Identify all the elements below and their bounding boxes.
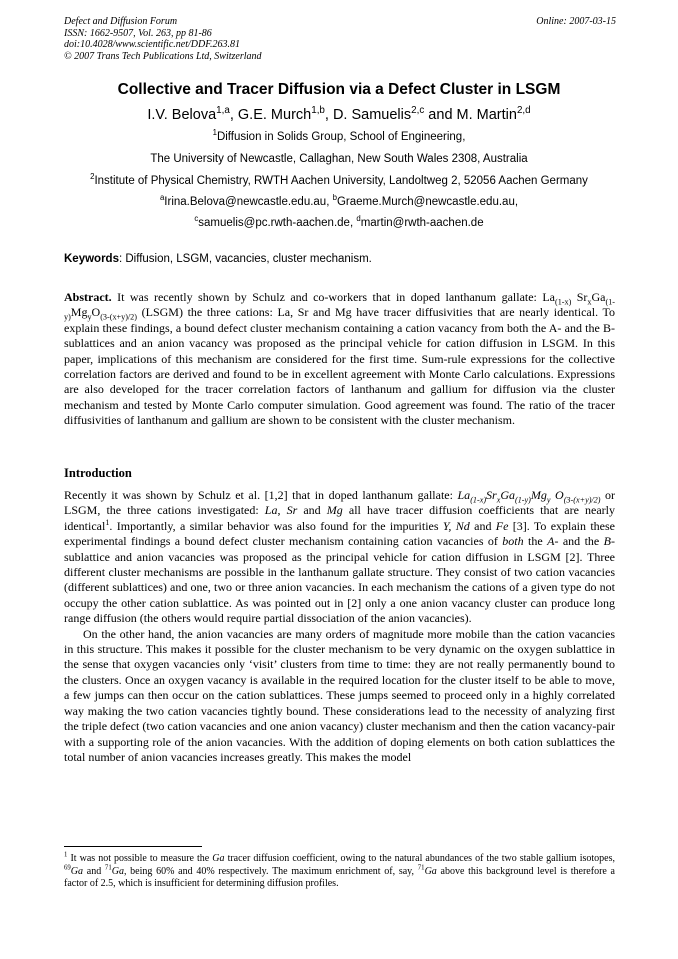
abstract-text: It was recently shown by Schulz and co-workers that in doped lanthanum gallate: La xyxy=(111,290,555,304)
keywords-text: : Diffusion, LSGM, vacancies, cluster mechanism. xyxy=(118,253,372,265)
keywords-label: Keywords xyxy=(64,253,119,265)
subscript: (3-(x+y)/2) xyxy=(100,312,137,322)
email-line-1 xyxy=(0,193,678,208)
affil-mark: 1 xyxy=(212,128,217,138)
formula-part: Ga xyxy=(591,290,606,304)
author-name: , G.E. Murch xyxy=(229,107,312,123)
formula-part: O xyxy=(555,488,564,502)
abstract xyxy=(64,290,615,429)
affil-text: Institute of Physical Chemistry, RWTH Aachen University, Landoltweg 2, 52056 Aachen Germany xyxy=(94,175,588,187)
email-mark: a xyxy=(159,193,165,203)
isotope-number: 71 xyxy=(417,864,425,872)
footnote-text: and xyxy=(83,865,105,877)
footnote-text: above this background level is therefore a factor of 2.5, which is insufficient for determining diffusion profiles. xyxy=(64,865,615,889)
email-mark: b xyxy=(332,193,337,203)
author-affil-mark: 2,d xyxy=(516,105,531,117)
footnote-ref: 1 xyxy=(105,517,110,527)
subscript: (1-y) xyxy=(515,495,531,505)
author-affil-mark: 1,a xyxy=(216,105,230,117)
footnote-mark: 1 xyxy=(64,851,68,859)
element-name: Sr xyxy=(286,503,298,518)
affiliation-2 xyxy=(0,172,678,187)
footnote-text: It was not possible to measure the xyxy=(67,853,213,864)
journal-name: Defect and Diffusion Forum xyxy=(64,16,178,27)
element-name: Ga xyxy=(111,865,124,877)
element-name: Ga xyxy=(212,853,225,864)
formula-part: O xyxy=(91,305,101,320)
email-line-2 xyxy=(0,214,678,229)
email-address: samuelis@pc.rwth-aachen.de, xyxy=(198,217,357,229)
element-name: Ga xyxy=(70,865,84,877)
subscript: y xyxy=(546,495,551,505)
body-text: . Importantly, a similar behavior was also found for the impurities xyxy=(109,518,443,533)
body-text: or LSGM, the three cations investigated: xyxy=(64,488,616,518)
body-text: and xyxy=(469,518,496,533)
paper-title: Collective and Tracer Diffusion via a Defect Cluster in LSGM xyxy=(117,81,561,98)
subscript: (3-(x+y)/2) xyxy=(563,495,601,505)
introduction-body xyxy=(64,488,615,765)
subscript: (1-y) xyxy=(64,297,615,322)
element-name: Fe xyxy=(495,518,509,533)
formula-part: Mg xyxy=(530,488,547,502)
author-name: , D. Samuelis xyxy=(324,107,412,123)
subscript: x xyxy=(496,495,501,505)
email-address: Irina.Belova@newcastle.edu.au, xyxy=(164,196,333,208)
emphasis: A- xyxy=(547,534,559,549)
footnote-divider xyxy=(64,846,202,847)
footnote xyxy=(64,853,615,891)
email-address: martin@rwth-aachen.de xyxy=(360,217,484,229)
journal-doi: doi:10.4028/www.scientific.net/DDF.263.81 xyxy=(64,39,241,50)
element-name: Ga xyxy=(424,865,437,877)
body-text: and xyxy=(297,503,327,518)
subscript: (1-x) xyxy=(470,495,487,505)
body-text: [3]. To explain these experimental findings a bound defect cluster mechanism containing cation vacancies of xyxy=(64,518,616,549)
body-text: and the xyxy=(558,534,604,549)
isotope-number: 69 xyxy=(64,864,71,872)
author-name: I.V. Belova xyxy=(147,107,217,123)
subscript: (1-x) xyxy=(554,297,572,307)
footnote-text: , being 60% and 40% respectively. The maximum enrichment of, say, xyxy=(123,865,418,877)
body-text: Recently it was shown by Schulz et al. [1,2] that in doped lanthanum gallate: xyxy=(64,488,458,502)
element-name: Y, Nd xyxy=(442,518,470,533)
element-name: La xyxy=(264,503,278,518)
subscript: y xyxy=(87,312,92,322)
section-heading: Introduction xyxy=(64,466,132,480)
author-list xyxy=(0,107,678,123)
affiliation-1-address: The University of Newcastle, Callaghan, New South Wales 2308, Australia xyxy=(150,153,528,165)
author-affil-mark: 2,c xyxy=(411,105,425,117)
body-text: the xyxy=(523,534,548,549)
online-date: Online: 2007-03-15 xyxy=(536,16,616,27)
formula-part: Sr xyxy=(576,290,588,304)
body-text: all have tracer diffusion coefficients that are nearly identical xyxy=(64,503,616,533)
affiliation-1 xyxy=(0,128,678,143)
subscript: x xyxy=(587,297,592,307)
formula-part: Ga xyxy=(500,488,516,502)
affil-mark: 2 xyxy=(90,172,95,182)
formula-part: Sr xyxy=(486,488,497,502)
footnote-text: tracer diffusion coefficient, owing to the natural abundances of the two stable gallium isotopes, xyxy=(224,853,616,864)
abstract-text: (LSGM) the three cations: La, Sr and Mg have tracer diffusivities that are nearly identical. To explain these findings, a bound defect cluster mechanism containing a cation vacancy from both the A- and the B- sublattices and an anion vacancy was proposed as the principal vehicle for cation diffusion in LSGM. In this paper, implications of this mechanism are considered for the first time. Sum-rule expressions for the collective correlation factors are derived and found to be in excellent agreement with Monte Carlo calculations. Expressions are also developed for the tracer correlation factors of lanthanum and gallium for diffusion via the cluster mechanism and tested by Monte Carlo computer simulation. Good agreement was found. The ratio of the tracer diffusivities of lanthanum and gallium are shown to be consistent with the cluster mechanism. xyxy=(64,305,615,428)
body-text: sublattice and anion vacancies was proposed as the principal vehicle for cation diffusion in LSGM [2]. Three different cluster mechanisms are possible in the lanthanum gallate structure. They consist of two cation vacancies (different sublattices) and one, two or three anion vacancies. In each mechanism the cations of a given type do not occupy the other cation sublattice. As was pointed out in [2] only a one anion vacancy cluster can produce long range diffusion (the others would require partial dissociation of the anion vacancies). xyxy=(64,549,615,626)
email-address: Graeme.Murch@newcastle.edu.au, xyxy=(336,196,519,208)
formula-part: La xyxy=(457,488,471,502)
email-mark: c xyxy=(194,214,199,224)
intro-paragraph-2: On the other hand, the anion vacancies are many orders of magnitude more mobile than the cation vacancies in this structure. This makes it possible for the cluster mechanism to be very dynamic on the oxygen sublattice in the sense that oxygen vacancies only ‘visit’ clusters from time to time: they are not really permanently bound to the clusters. Once an oxygen vacancy is available in the required location for the cluster itself to be able to move, a few jumps can then occur on the cation sublattices. These jumps seemed to proceed only in a highly correlated way making the two cation vacancies tightly bound. These considerations lead to the necessity of analyzing first the triple defect (two cation vacancies and one anion vacancy) cluster mechanism and then the cation vacancy-pair with a supporting role of the anion vacancies. With the addition of doping elements on both cation sublattices the total number of anion vacancies increases greatly. This makes the model xyxy=(64,626,615,764)
journal-issn: ISSN: 1662-9507, Vol. 263, pp 81-86 xyxy=(64,27,212,39)
formula-part: Mg xyxy=(70,305,88,320)
emphasis: both xyxy=(502,534,524,549)
keywords xyxy=(64,253,372,265)
author-name: and M. Martin xyxy=(424,107,517,123)
emphasis: B- xyxy=(603,534,615,549)
author-affil-mark: 1,b xyxy=(311,105,325,117)
journal-header xyxy=(64,16,262,62)
abstract-label: Abstract. xyxy=(64,290,112,304)
body-text: , xyxy=(277,503,287,518)
element-name: Mg xyxy=(326,503,343,518)
journal-copyright: © 2007 Trans Tech Publications Ltd, Switzerland xyxy=(64,50,262,62)
email-mark: d xyxy=(356,214,361,224)
isotope-number: 71 xyxy=(104,864,112,872)
intro-paragraph-1 xyxy=(64,488,615,627)
affil-text: Diffusion in Solids Group, School of Engineering, xyxy=(216,131,466,143)
